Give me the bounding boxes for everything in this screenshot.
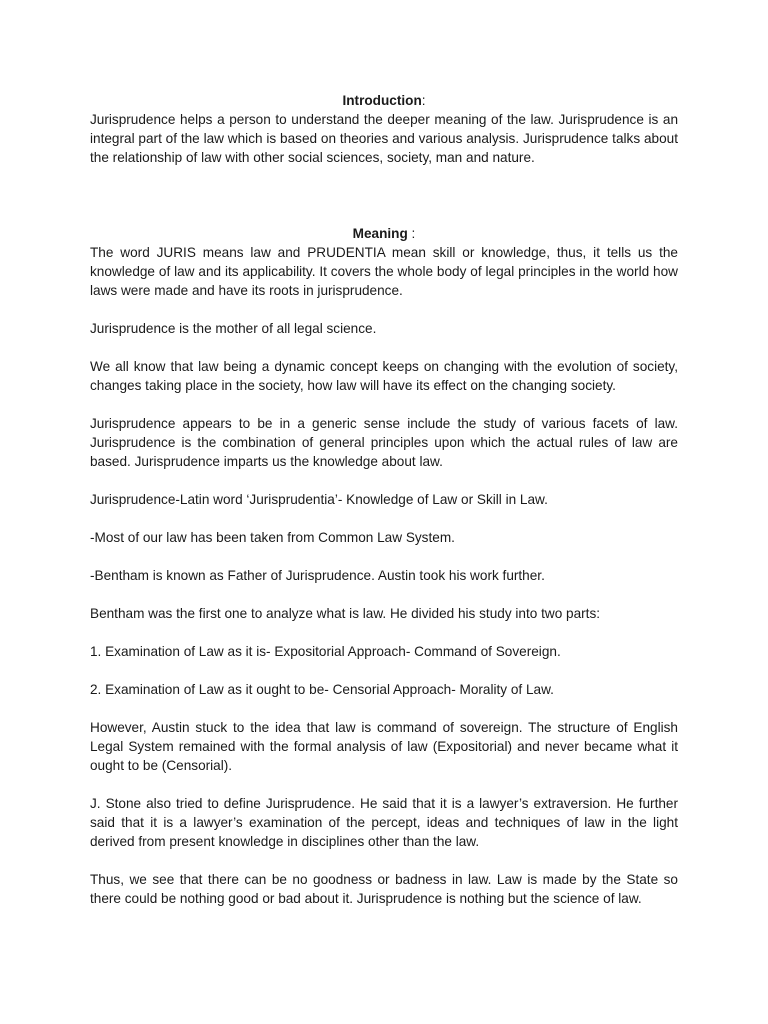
paragraph-spacer: [90, 547, 678, 566]
list-item-censorial: 2. Examination of Law as it ought to be- Censorial Approach- Morality of Law.: [90, 682, 554, 697]
introduction-paragraph: Jurisprudence helps a person to understand the deeper meaning of the law. Jurisprudence is an integral part of the law which is based on theories and various analysis. Jurisprudence talks about the relationship of law with other social sciences, society, man and nature.: [90, 112, 678, 165]
introduction-heading-label: Introduction: [342, 93, 422, 108]
introduction-heading-colon: :: [421, 93, 426, 108]
paragraph-spacer: [90, 395, 678, 414]
meaning-heading-label: Meaning: [352, 226, 408, 241]
paragraph-generic-sense: Jurisprudence appears to be in a generic sense include the study of various facets of law. Jurisprudence is the combination of general principles upon which the actual rules of law are based. Jurisprudence imparts us the knowledge about law.: [90, 416, 678, 469]
meaning-heading-colon: :: [407, 226, 416, 241]
paragraph-spacer: [90, 338, 678, 357]
paragraph-spacer: [90, 471, 678, 490]
paragraph-stone-definition: J. Stone also tried to define Jurisprudence. He said that it is a lawyer’s extraversion. He further said that it is a lawyer’s examination of the percept, ideas and techniques of law in the light derived from present knowledge in disciplines other than the law.: [90, 796, 678, 849]
paragraph-spacer: [90, 300, 678, 319]
paragraph-spacer: [90, 775, 678, 794]
paragraph-spacer: [90, 851, 678, 870]
paragraph-dynamic-concept: We all know that law being a dynamic concept keeps on changing with the evolution of society, changes taking place in the society, how law will have its effect on the changing society.: [90, 359, 678, 393]
section-spacer: [90, 167, 678, 224]
paragraph-latin-word: Jurisprudence-Latin word ‘Jurisprudentia’- Knowledge of Law or Skill in Law.: [90, 492, 548, 507]
paragraph-juris-definition: The word JURIS means law and PRUDENTIA mean skill or knowledge, thus, it tells us the knowledge of law and its applicability. It covers the whole body of legal principles in the world how laws were made and have its roots in jurisprudence.: [90, 245, 678, 298]
paragraph-common-law: -Most of our law has been taken from Common Law System.: [90, 530, 455, 545]
list-item-expositorial: 1. Examination of Law as it is- Expositorial Approach- Command of Sovereign.: [90, 644, 561, 659]
paragraph-bentham-father: -Bentham is known as Father of Jurisprudence. Austin took his work further.: [90, 568, 545, 583]
paragraph-spacer: [90, 623, 678, 642]
paragraph-austin-command: However, Austin stuck to the idea that law is command of sovereign. The structure of English Legal System remained with the formal analysis of law (Expositorial) and never became what it ought to be (Censorial).: [90, 720, 678, 773]
paragraph-mother-of-science: Jurisprudence is the mother of all legal science.: [90, 321, 377, 336]
paragraph-spacer: [90, 509, 678, 528]
meaning-heading: [90, 224, 678, 243]
document-body: [90, 91, 678, 908]
paragraph-conclusion: Thus, we see that there can be no goodness or badness in law. Law is made by the State so there could be nothing good or bad about it. Jurisprudence is nothing but the science of law.: [90, 872, 678, 906]
paragraph-spacer: [90, 585, 678, 604]
paragraph-spacer: [90, 699, 678, 718]
paragraph-bentham-analysis: Bentham was the first one to analyze what is law. He divided his study into two parts:: [90, 606, 601, 621]
paragraph-spacer: [90, 661, 678, 680]
introduction-heading: [90, 91, 678, 110]
